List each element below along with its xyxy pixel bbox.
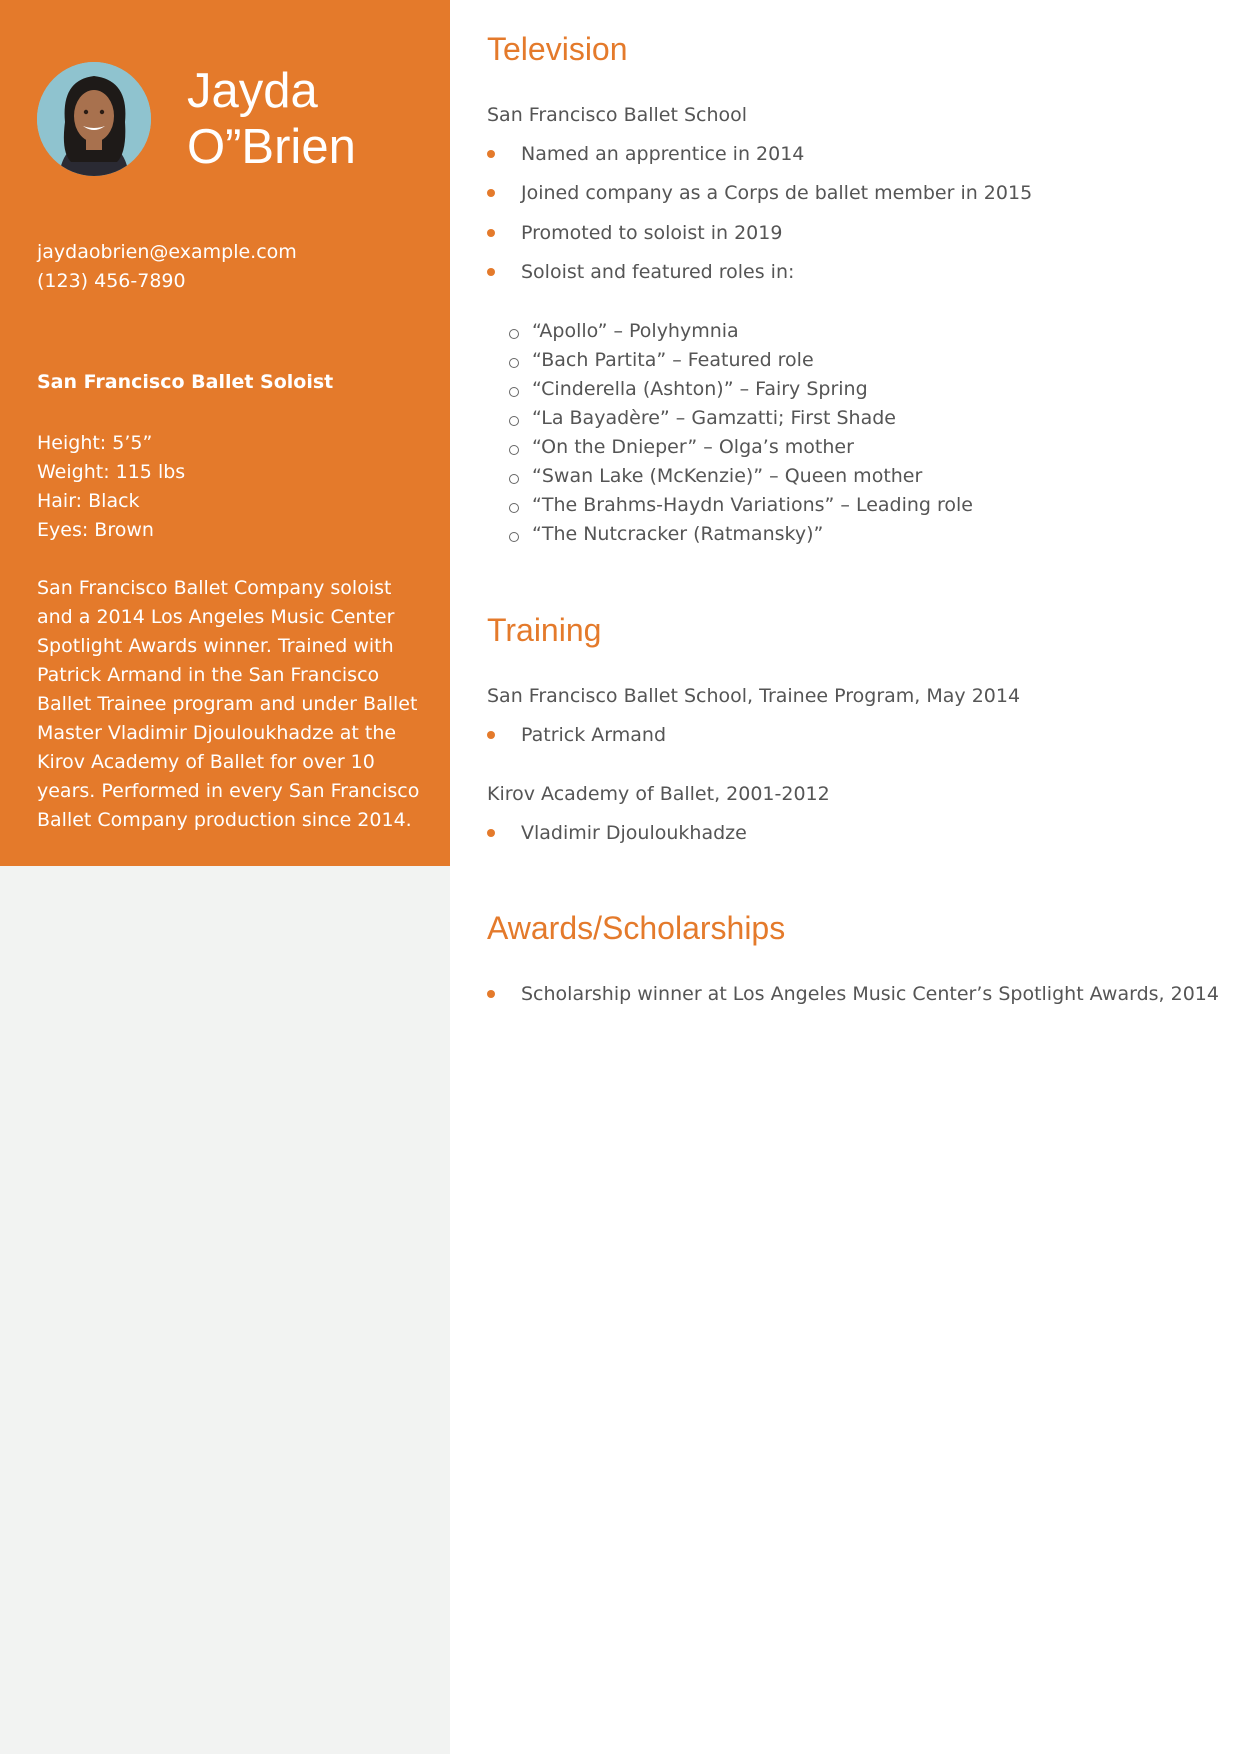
- bullet-icon: [487, 268, 495, 276]
- bullet-icon: [487, 189, 495, 197]
- role-title: San Francisco Ballet Soloist: [37, 371, 334, 393]
- avatar: [37, 62, 151, 176]
- training-school: San Francisco Ballet School, Trainee Program, May 2014: [487, 685, 1021, 707]
- bullet-icon: [487, 829, 495, 837]
- circle-bullet-icon: [509, 532, 519, 542]
- circle-bullet-icon: [509, 474, 519, 484]
- hair: Hair: Black: [37, 490, 140, 512]
- sidebar-header: [0, 0, 450, 866]
- bullet-icon: [487, 990, 495, 998]
- height: Height: 5’5”: [37, 432, 153, 454]
- email[interactable]: jaydaobrien@example.com: [37, 241, 297, 263]
- circle-bullet-icon: [509, 503, 519, 513]
- television-org: San Francisco Ballet School: [487, 104, 748, 126]
- bullet-icon: [487, 229, 495, 237]
- circle-bullet-icon: [509, 329, 519, 339]
- eyes: Eyes: Brown: [37, 519, 154, 541]
- section-heading-television: Television: [487, 31, 628, 67]
- bio-summary: San Francisco Ballet Company soloist and a 2014 Los Angeles Music Center Spotlight Awards winner. Trained with Patrick Armand in the San Francisco Ballet Trainee program and under Ballet Master Vladimir Djouloukhadze at the Kirov Academy of Ballet for over 10 years. Performed in every San Francisco Ballet Company production since 2014.: [37, 577, 420, 831]
- circle-bullet-icon: [509, 387, 519, 397]
- bullet-icon: [487, 150, 495, 158]
- physical-stats: [37, 429, 185, 545]
- section-heading-awards: Awards/Scholarships: [487, 910, 786, 946]
- circle-bullet-icon: [509, 445, 519, 455]
- weight: Weight: 115 lbs: [37, 461, 186, 483]
- contact-info: [37, 238, 297, 296]
- circle-bullet-icon: [509, 416, 519, 426]
- training-school: Kirov Academy of Ballet, 2001-2012: [487, 783, 830, 805]
- circle-bullet-icon: [509, 358, 519, 368]
- section-heading-training: Training: [487, 612, 602, 648]
- bullet-icon: [487, 731, 495, 739]
- candidate-name: Jayda O”Brien: [187, 64, 356, 174]
- phone[interactable]: (123) 456-7890: [37, 270, 186, 292]
